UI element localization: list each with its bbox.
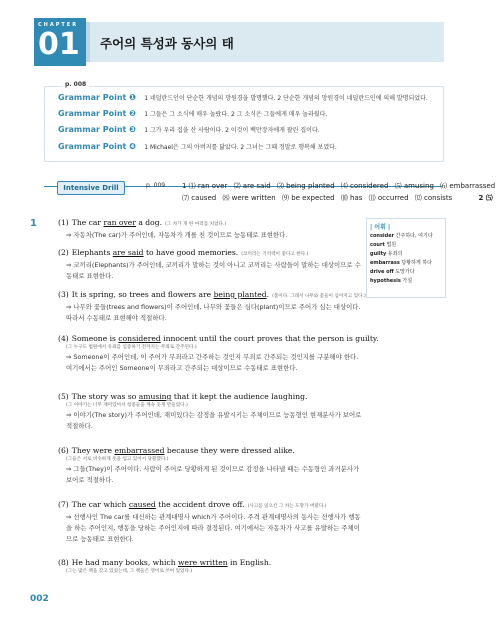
grammar-point-label: Grammar Point ❶ (58, 93, 136, 102)
vocabulary-title: | 어휘 | (370, 224, 391, 231)
grammar-point-text: 1 그들은 그 소식에 매우 놀랐다. 2 그 소식은 그들에게 매우 놀라웠다. (144, 111, 328, 118)
sentence-text: It is spring, so trees and flowers are (71, 290, 214, 299)
sentence-text: The story was so (71, 392, 139, 401)
drill-answers-line-2 (182, 193, 497, 203)
translation: (사고를 일으킨 그 차는 도망가 버렸다.) (247, 504, 327, 509)
vocab-word: consider (370, 233, 395, 239)
grammar-point-3 (58, 125, 320, 136)
grammar-point-4 (58, 142, 337, 153)
vocab-meaning: 당황하게 하다 (399, 260, 432, 266)
grammar-point-1 (58, 93, 428, 104)
sentence-text: The car which (71, 500, 129, 509)
sentence-text: Someone is (71, 334, 119, 343)
answer-item-8 (58, 558, 378, 576)
translation: (그 차가 개 한 마리를 치었다.) (165, 222, 227, 227)
drill-answer: 1 ⑴ ran over (182, 182, 228, 190)
translation: (그 이야기는 너무 재미있어서 청중들을 계속 웃게 만들었다.) (66, 403, 188, 408)
sentence-text: Elephants (71, 248, 113, 257)
sentence-text: They were (71, 446, 115, 455)
grammar-point-text: 1 네덜란드인이 단순한 개념의 망원경을 발명했다. 2 단순한 개념의 망원경이 네덜란드인에 의해 발명되었다. (144, 95, 428, 102)
answer-item-4 (58, 334, 378, 374)
explanation: ⇒ 선행사인 The car를 대신하는 관계대명사 which가 주어이다. 주격 관계대명사의 동사는 선행사가 행동을 하는 주어인지, 행동을 당하는 주어인지에 따라 결정된다. 여기에서는 자동차가 사고를 유발하는 주체이므로 능동태로 표현한다. (66, 513, 361, 543)
answer-item-5 (58, 392, 378, 432)
grammar-point-2 (58, 109, 327, 120)
sentence-text: because they were dressed alike. (164, 446, 295, 455)
drill-answer: ⑽ has (340, 194, 363, 202)
drill-answer: ⑷ considered (340, 182, 389, 190)
drill-page-code: p. 009 (146, 182, 166, 189)
sentence-text: innocent until the court proves that the person is guilty. (160, 334, 379, 343)
vocabulary-item (370, 268, 415, 275)
question-number: 1 (30, 218, 37, 229)
answer-underline: considered (118, 334, 161, 343)
item-number: (5) (58, 392, 69, 401)
grammar-point-text: 1 그가 우리 집을 산 사람이다. 2 이것이 백만장자에게 팔린 집이다. (144, 127, 320, 134)
translation: (봄이다. 그래서 나무와 꽃들이 심어지고 있다.) (272, 294, 366, 299)
vocab-meaning: 가설 (400, 278, 413, 284)
item-number: (1) (58, 218, 69, 227)
drill-answer: ⑾ occurred (368, 194, 409, 202)
explanation: ⇒ 나무와 꽃들(trees and flowers)이 주어인데, 나무와 꽃들은 심다(plant)이므로 주어가 심는 대상이다. 따라서 수동태로 표현해야 적절하다. (66, 303, 361, 322)
vocabulary-item (370, 259, 432, 266)
answer-item-2 (58, 248, 378, 282)
vocab-meaning: 도망가다 (393, 269, 415, 275)
answer-underline: were written (178, 558, 228, 567)
drill-answer: ⑿ consists (414, 194, 453, 202)
vocab-meaning: 법원 (384, 242, 397, 248)
item-number: (3) (58, 290, 69, 299)
vocabulary-item (370, 232, 433, 239)
drill-answer: ⑹ embarrassed (440, 182, 496, 190)
grammar-point-label: Grammar Point ❸ (58, 125, 136, 134)
grammar-point-text: 1 Michael은 그의 아버지를 닮았다. 2 그녀는 그때 정말로 행복해 보였다. (144, 144, 337, 151)
vocab-word: guilty (370, 251, 387, 257)
item-number: (2) (58, 248, 69, 257)
item-number: (7) (58, 500, 69, 509)
grammar-point-label: Grammar Point ❹ (58, 142, 136, 151)
translation: (코끼리는 기억력이 좋다고 한다.) (241, 252, 309, 257)
drill-answers-line-1 (182, 181, 499, 191)
chapter-label: CHAPTER (38, 22, 79, 28)
sentence-text: The car (71, 218, 104, 227)
page-number: 002 (30, 594, 49, 604)
answer-underline: amusing (138, 392, 172, 401)
answer-item-6 (58, 446, 378, 486)
sentence-text: that it kept the audience laughing. (171, 392, 308, 401)
explanation: ⇒ 그들(They)이 주어이다. 사람이 주어로 당황하게 된 것이므로 감정을 나타낼 때는 수동형인 과거분사가 보어로 적절하다. (66, 465, 360, 484)
translation: (그는 많은 책을 갖고 있었는데, 그 책들은 영어로 쓰여 있었다.) (66, 569, 193, 574)
item-number: (4) (58, 334, 69, 343)
translation: (그 누구도 법원에서 유죄를 입증하기 전까지는 무죄로 간주된다.) (66, 345, 197, 350)
intensive-drill-tab: Intensive Drill (57, 181, 125, 195)
translation: (그들은 서로 비슷하게 옷을 입고 있어서 당황했다.) (66, 457, 169, 462)
sentence-text: He had many books, which (71, 558, 179, 567)
vocab-word: embarrass (370, 260, 400, 266)
vocab-word: court (370, 242, 385, 248)
sentence-text: in English. (227, 558, 272, 567)
sentence-text: to have good memories. (143, 248, 239, 257)
explanation: ⇒ 이야기(The story)가 주어인데, 재미있다는 감정을 유발시키는 주체이므로 능동형인 현재분사가 보어로 적절하다. (66, 411, 362, 430)
drill-answer: ⑶ being planted (276, 182, 335, 190)
vocabulary-item (370, 250, 402, 257)
chapter-number: 01 (38, 27, 80, 62)
answer-underline: ran over (103, 218, 136, 227)
vocab-meaning: 간주하다, 여기다 (394, 233, 433, 239)
vocab-word: hypothesis (370, 278, 401, 284)
explanation: ⇒ 코끼리(Elephants)가 주어인데, 코끼리가 말하는 것이 아니고 코끼리는 사람들이 말하는 대상이므로 수동태로 표현한다. (66, 261, 361, 280)
explanation: ⇒ Someone이 주어인데, 이 주어가 무죄라고 간주하는 것인지 무죄로 간주되는 것인지를 구분해야 한다. 여기에서는 주어인 Someone이 무죄라고 간주되는 대상이므로 수동태로 표현한다. (66, 353, 359, 372)
vocabulary-item (370, 241, 396, 248)
sentence-text: . (266, 290, 270, 299)
answer-item-1 (58, 218, 378, 241)
drill-answer: ⑻ were written (222, 194, 276, 202)
sentence-text: a dog. (135, 218, 162, 227)
chapter-header-bar (34, 18, 444, 66)
answer-underline: embarrassed (114, 446, 165, 455)
vocab-meaning: 유죄의 (386, 251, 403, 257)
chapter-title: 주어의 특성과 동사의 태 (100, 36, 234, 51)
drill-answer: ⑸ amusing (394, 182, 434, 190)
item-number: (8) (58, 558, 69, 567)
drill-answer: 2 ⑸ (478, 194, 493, 202)
grammar-page-code: p. 008 (62, 81, 89, 88)
sentence-text: the accident drove off. (155, 500, 245, 509)
vocabulary-item (370, 277, 412, 284)
grammar-point-label: Grammar Point ❷ (58, 109, 136, 118)
answer-underline: caused (128, 500, 156, 509)
vocab-word: drive off (370, 269, 394, 275)
answer-underline: being planted (213, 290, 267, 299)
answer-underline: are said (112, 248, 144, 257)
answer-item-7 (58, 500, 378, 545)
answer-item-3 (58, 290, 378, 324)
explanation: ⇒ 자동차(The car)가 주어인데, 자동차가 개를 친 것이므로 능동태로 표현한다. (66, 231, 288, 239)
drill-answer: ⑺ caused (182, 194, 217, 202)
drill-answer: ⑵ are said (233, 182, 271, 190)
drill-answer: ⑼ be expected (281, 194, 335, 202)
item-number: (6) (58, 446, 69, 455)
